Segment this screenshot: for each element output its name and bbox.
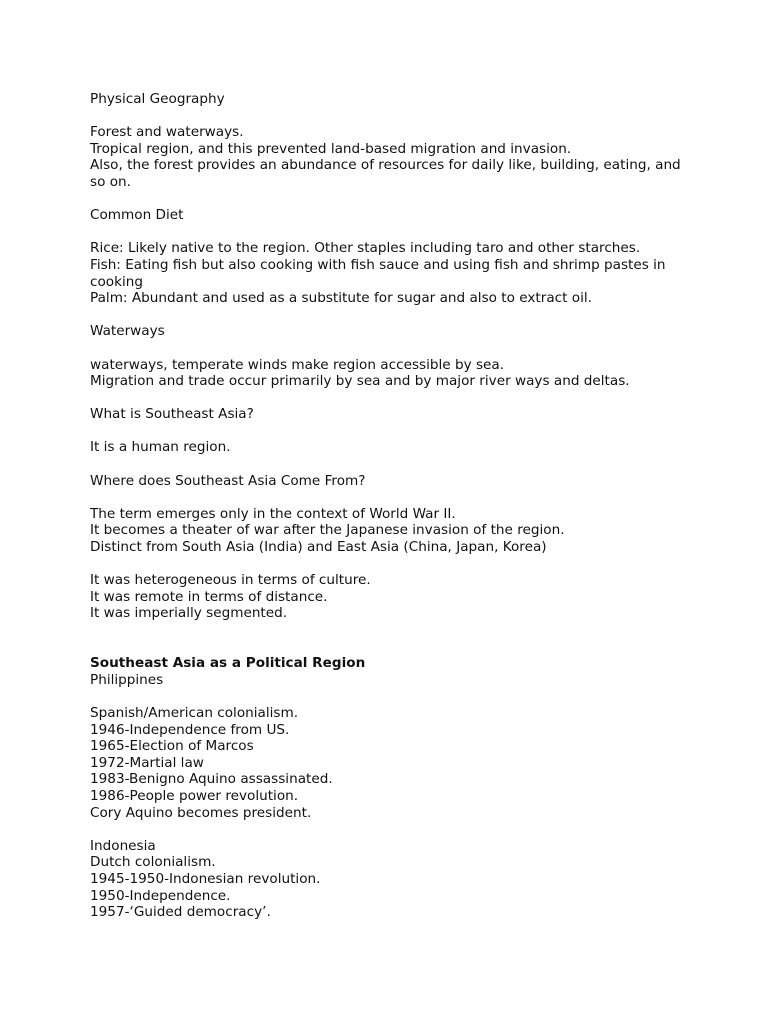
body-line: It was remote in terms of distance. xyxy=(90,588,328,605)
spacer xyxy=(90,556,690,573)
political-region-title: Southeast Asia as a Political Region xyxy=(90,655,366,672)
body-line: Rice: Likely native to the region. Other staples including taro and other starches. xyxy=(90,240,641,257)
spacer xyxy=(90,622,690,639)
country-label-philippines: Philippines xyxy=(90,671,164,688)
country-label-indonesia: Indonesia xyxy=(90,837,156,854)
section-heading: Common Diet xyxy=(90,207,184,224)
timeline-line: Dutch colonialism. xyxy=(90,854,216,871)
body-line: It is a human region. xyxy=(90,439,231,456)
spacer xyxy=(90,224,690,241)
section-heading: Physical Geography xyxy=(90,91,225,107)
body-line: Migration and trade occur primarily by sea and by major river ways and deltas. xyxy=(90,373,630,390)
body-line: Fish: Eating fish but also cooking with fish sauce and using fish and shrimp pastes in cooking xyxy=(90,256,670,290)
timeline-line: 1983-Benigno Aquino assassinated. xyxy=(90,771,333,788)
timeline-line: Spanish/American colonialism. xyxy=(90,704,299,721)
timeline-line: Cory Aquino becomes president. xyxy=(90,804,312,821)
spacer xyxy=(90,307,690,324)
spacer xyxy=(90,821,690,838)
document-page xyxy=(90,91,690,921)
spacer xyxy=(90,191,690,208)
spacer xyxy=(90,456,690,473)
body-line: Also, the forest provides an abundance of resources for daily like, building, eating, and so on. xyxy=(90,157,686,190)
spacer xyxy=(90,489,690,506)
timeline-line: 1986-People power revolution. xyxy=(90,787,299,804)
spacer xyxy=(90,639,690,656)
spacer xyxy=(90,108,690,125)
body-line: Palm: Abundant and used as a substitute for sugar and also to extract oil. xyxy=(90,290,592,307)
timeline-line: 1945-1950-Indonesian revolution. xyxy=(90,870,321,887)
body-line: It becomes a theater of war after the Japanese invasion of the region. xyxy=(90,522,565,539)
spacer xyxy=(90,390,690,407)
timeline-line: 1950-Independence. xyxy=(90,887,231,904)
section-heading: Waterways xyxy=(90,323,165,340)
timeline-line: 1965-Election of Marcos xyxy=(90,738,254,755)
timeline-line: 1972-Martial law xyxy=(90,754,204,771)
spacer xyxy=(90,423,690,440)
body-line: It was imperially segmented. xyxy=(90,605,288,622)
section-heading: Where does Southeast Asia Come From? xyxy=(90,472,366,489)
body-line: It was heterogeneous in terms of culture. xyxy=(90,572,371,589)
spacer xyxy=(90,688,690,705)
spacer xyxy=(90,340,690,357)
body-line: Distinct from South Asia (India) and East Asia (China, Japan, Korea) xyxy=(90,539,547,556)
timeline-line: 1946-Independence from US. xyxy=(90,721,290,738)
body-line: Forest and waterways. xyxy=(90,124,244,141)
body-line: waterways, temperate winds make region accessible by sea. xyxy=(90,356,505,373)
body-line: Tropical region, and this prevented land-based migration and invasion. xyxy=(90,140,572,157)
timeline-line: 1957-‘Guided democracy’. xyxy=(90,904,271,921)
body-line: The term emerges only in the context of World War II. xyxy=(90,505,456,522)
section-heading: What is Southeast Asia? xyxy=(90,406,254,423)
